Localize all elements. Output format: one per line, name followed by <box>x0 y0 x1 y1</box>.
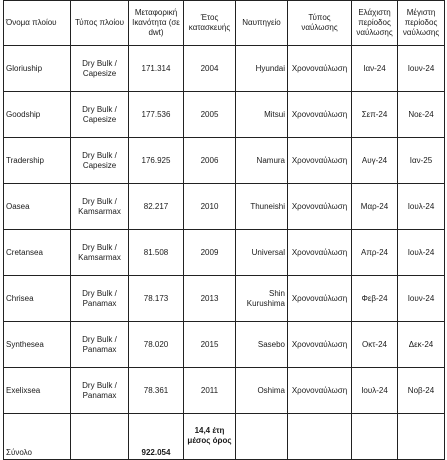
ship-type: Dry Bulk / Kamsarmax <box>71 230 129 276</box>
ship-name: Tradership <box>4 138 71 184</box>
ship-charter-type: Χρονοναύλωση <box>288 368 352 414</box>
ship-charter-type: Χρονοναύλωση <box>288 138 352 184</box>
ship-name: Gloriuship <box>4 46 71 92</box>
ship-min-period: Σεπ-24 <box>352 92 398 138</box>
ship-name: Oasea <box>4 184 71 230</box>
ship-charter-type: Χρονοναύλωση <box>288 92 352 138</box>
ship-shipyard: Namura <box>236 138 288 184</box>
table-row <box>4 92 445 138</box>
ship-capacity: 176.925 <box>129 138 184 184</box>
ship-charter-type: Χρονοναύλωση <box>288 276 352 322</box>
table-header <box>4 1 445 46</box>
ship-charter-type: Χρονοναύλωση <box>288 46 352 92</box>
total-charter-cell <box>288 414 352 460</box>
table-row <box>4 368 445 414</box>
ship-capacity: 82.217 <box>129 184 184 230</box>
ship-capacity: 78.173 <box>129 276 184 322</box>
average-age: 14,4 έτη μέσος όρος <box>184 414 236 460</box>
ship-max-period: Ιαν-25 <box>398 138 445 184</box>
table-row <box>4 322 445 368</box>
header-ship-name: Όνομα πλοίου <box>4 1 71 46</box>
ship-max-period: Ιουν-24 <box>398 46 445 92</box>
ship-max-period: Νοε-24 <box>398 92 445 138</box>
ship-min-period: Απρ-24 <box>352 230 398 276</box>
header-ship-type: Τύπος πλοίου <box>71 1 129 46</box>
ship-min-period: Φεβ-24 <box>352 276 398 322</box>
ship-name: Exelixsea <box>4 368 71 414</box>
ship-capacity: 171.314 <box>129 46 184 92</box>
ship-shipyard: Shin Kurushima <box>236 276 288 322</box>
ship-name: Chrisea <box>4 276 71 322</box>
total-type-cell <box>71 414 129 460</box>
table-row <box>4 276 445 322</box>
total-capacity: 922.054 <box>129 414 184 460</box>
ship-build-year: 2006 <box>184 138 236 184</box>
header-charter-type: Τύπος ναύλωσης <box>288 1 352 46</box>
ship-shipyard: Oshima <box>236 368 288 414</box>
ship-min-period: Ιουλ-24 <box>352 368 398 414</box>
header-capacity: Μεταφορική Ικανότητα (σε dwt) <box>129 1 184 46</box>
header-shipyard: Ναυπηγείο <box>236 1 288 46</box>
ship-shipyard: Sasebo <box>236 322 288 368</box>
ship-max-period: Ιουν-24 <box>398 276 445 322</box>
ship-name: Goodship <box>4 92 71 138</box>
table-row <box>4 138 445 184</box>
ship-build-year: 2004 <box>184 46 236 92</box>
header-build-year: Έτος κατασκευής <box>184 1 236 46</box>
ship-type: Dry Bulk / Panamax <box>71 322 129 368</box>
ship-min-period: Μαρ-24 <box>352 184 398 230</box>
ship-build-year: 2009 <box>184 230 236 276</box>
total-row <box>4 414 445 460</box>
ship-name: Cretansea <box>4 230 71 276</box>
ship-build-year: 2015 <box>184 322 236 368</box>
ship-charter-type: Χρονοναύλωση <box>288 322 352 368</box>
ship-min-period: Οκτ-24 <box>352 322 398 368</box>
ship-build-year: 2011 <box>184 368 236 414</box>
ship-min-period: Αυγ-24 <box>352 138 398 184</box>
ship-charter-type: Χρονοναύλωση <box>288 230 352 276</box>
ship-build-year: 2010 <box>184 184 236 230</box>
ship-type: Dry Bulk / Kamsarmax <box>71 184 129 230</box>
ship-name: Synthesea <box>4 322 71 368</box>
header-max-period: Μέγιστη περίοδος ναύλωσης <box>398 1 445 46</box>
ship-min-period: Ιαν-24 <box>352 46 398 92</box>
ship-type: Dry Bulk / Panamax <box>71 276 129 322</box>
ship-type: Dry Bulk / Capesize <box>71 46 129 92</box>
ship-shipyard: Mitsui <box>236 92 288 138</box>
ship-max-period: Δεκ-24 <box>398 322 445 368</box>
total-min-cell <box>352 414 398 460</box>
ship-shipyard: Thuneishi <box>236 184 288 230</box>
table-row <box>4 184 445 230</box>
ship-build-year: 2013 <box>184 276 236 322</box>
ship-capacity: 78.361 <box>129 368 184 414</box>
total-max-cell <box>398 414 445 460</box>
ship-type: Dry Bulk / Capesize <box>71 92 129 138</box>
ship-max-period: Ιουλ-24 <box>398 230 445 276</box>
ship-max-period: Ιουλ-24 <box>398 184 445 230</box>
fleet-table <box>3 0 445 460</box>
total-label: Σύνολο <box>4 414 71 460</box>
ship-max-period: Νοβ-24 <box>398 368 445 414</box>
ship-capacity: 81.508 <box>129 230 184 276</box>
ship-type: Dry Bulk / Panamax <box>71 368 129 414</box>
ship-capacity: 78.020 <box>129 322 184 368</box>
table-row <box>4 46 445 92</box>
ship-shipyard: Universal <box>236 230 288 276</box>
ship-charter-type: Χρονοναύλωση <box>288 184 352 230</box>
table-row <box>4 230 445 276</box>
ship-shipyard: Hyundai <box>236 46 288 92</box>
table-body <box>4 46 445 414</box>
header-min-period: Ελάχιστη περίοδος ναύλωσης <box>352 1 398 46</box>
ship-type: Dry Bulk / Capesize <box>71 138 129 184</box>
total-shipyard-cell <box>236 414 288 460</box>
ship-build-year: 2005 <box>184 92 236 138</box>
ship-capacity: 177.536 <box>129 92 184 138</box>
